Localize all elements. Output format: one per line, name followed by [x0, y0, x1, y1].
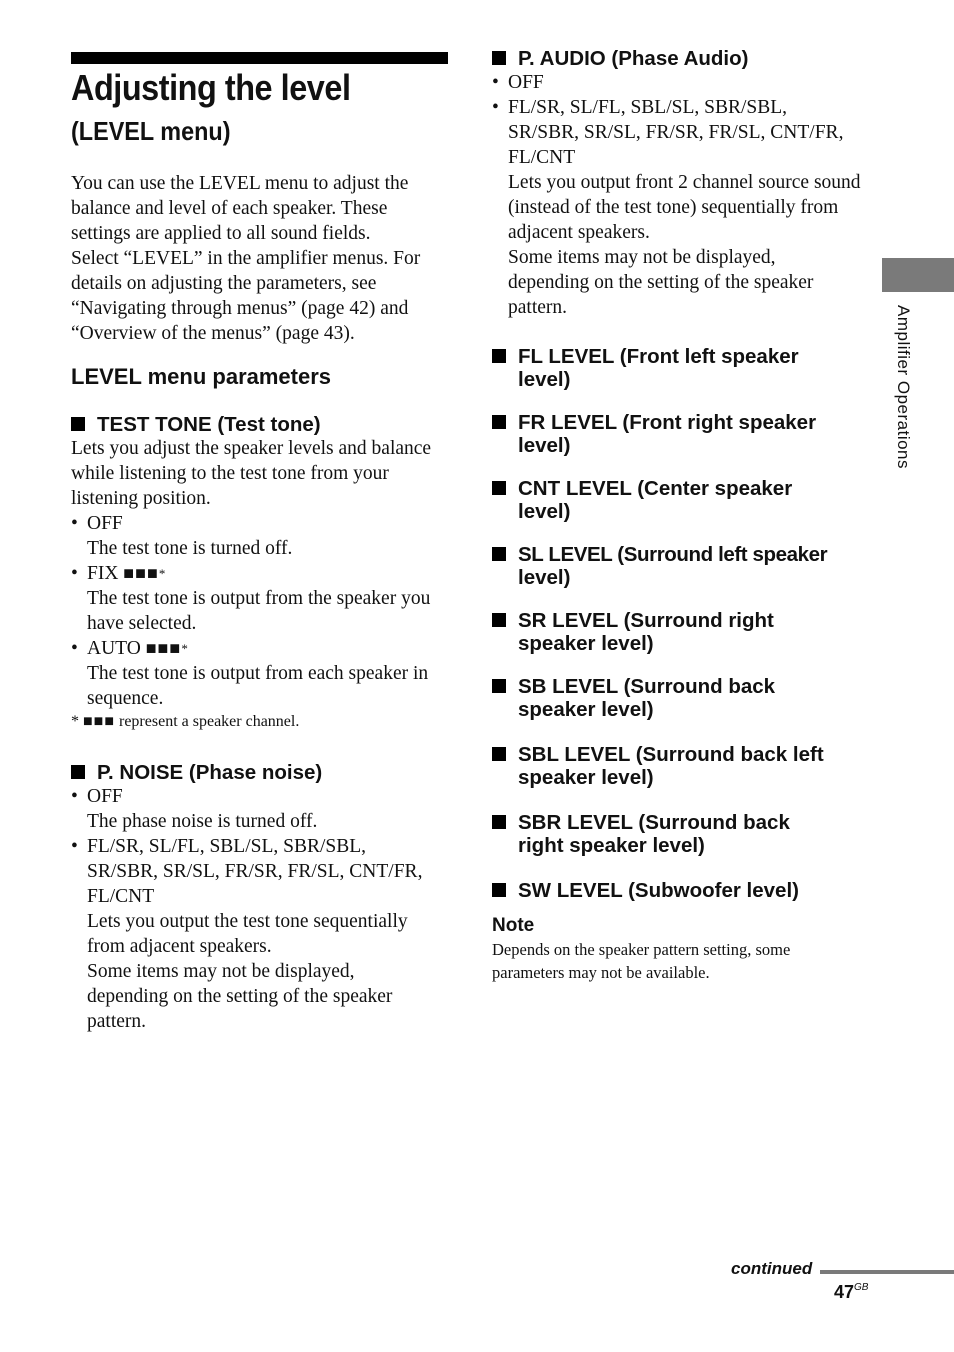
- section-heading: LEVEL menu parameters: [71, 364, 332, 389]
- black-square-icon: [492, 547, 506, 561]
- option-desc: The test tone is turned off.: [87, 538, 293, 559]
- option-label: OFF: [508, 72, 544, 93]
- black-square-icon: [492, 349, 506, 363]
- option-label: OFF: [87, 513, 123, 534]
- p-audio-heading-text: P. AUDIO (Phase Audio): [518, 47, 749, 70]
- list-item: [492, 95, 872, 120]
- note-line: Depends on the speaker pattern setting, some: [492, 940, 791, 959]
- heading-line: speaker level): [518, 698, 654, 721]
- option-desc: Lets you output the test tone sequentially: [87, 911, 408, 932]
- option-desc: Some items may not be displayed,: [508, 247, 776, 268]
- option-desc: have selected.: [87, 613, 197, 634]
- section-tab-marker: [882, 258, 954, 292]
- bullet-icon: •: [71, 836, 78, 857]
- heading-line: right speaker level): [518, 834, 705, 857]
- black-square-icon: [71, 765, 85, 779]
- p-noise-heading-text: P. NOISE (Phase noise): [97, 761, 323, 784]
- continued-label: continued: [731, 1259, 813, 1278]
- option-desc: Lets you output front 2 channel source sound: [508, 172, 861, 193]
- p-audio-section: [492, 47, 872, 320]
- intro-line: “Overview of the menus” (page 43).: [71, 323, 355, 344]
- intro-line: balance and level of each speaker. These: [71, 198, 388, 219]
- heading-line: level): [518, 368, 571, 391]
- intro-line: Select “LEVEL” in the amplifier menus. For: [71, 248, 421, 269]
- list-item: [71, 784, 451, 809]
- option-desc: sequence.: [87, 688, 164, 709]
- option-desc: Some items may not be displayed,: [87, 961, 355, 982]
- test-tone-heading: [71, 413, 451, 436]
- option-desc: depending on the setting of the speaker: [87, 986, 393, 1007]
- option-desc: The test tone is output from each speaker in: [87, 663, 429, 684]
- page-title: Adjusting the level: [71, 67, 351, 108]
- speaker-blocks-icon: ■■■: [123, 563, 159, 583]
- black-square-icon: [492, 883, 506, 897]
- bullet-icon: •: [71, 563, 78, 584]
- note-block: [492, 914, 872, 984]
- p-audio-heading: [492, 47, 872, 70]
- list-item: [71, 561, 451, 586]
- intro-line: You can use the LEVEL menu to adjust the: [71, 173, 409, 194]
- option-desc: from adjacent speakers.: [87, 936, 272, 957]
- list-item: [71, 511, 451, 536]
- option-label-line: FL/CNT: [87, 886, 155, 907]
- heading-line: SBR LEVEL (Surround back: [518, 811, 790, 834]
- test-tone-section: [71, 413, 451, 733]
- asterisk: *: [158, 566, 166, 581]
- heading-line: SL LEVEL (Surround left speaker: [518, 543, 828, 566]
- black-square-icon: [492, 415, 506, 429]
- black-square-icon: [492, 815, 506, 829]
- heading-line: speaker level): [518, 632, 654, 655]
- sr-level-heading: [492, 609, 774, 655]
- option-label-line: SR/SBR, SR/SL, FR/SR, FR/SL, CNT/FR,: [508, 122, 844, 143]
- option-label: FL/SR, SL/FL, SBL/SL, SBR/SBL,: [508, 97, 788, 118]
- test-tone-desc-line: while listening to the test tone from your: [71, 463, 389, 484]
- bullet-icon: •: [71, 786, 78, 807]
- heading-line: SB LEVEL (Surround back: [518, 675, 776, 698]
- option-label-line: FL/CNT: [508, 147, 576, 168]
- note-heading: Note: [492, 915, 535, 936]
- speaker-blocks-icon: ■■■: [145, 638, 182, 658]
- black-square-icon: [492, 481, 506, 495]
- p-noise-heading: [71, 761, 451, 784]
- bullet-icon: •: [71, 513, 78, 534]
- speaker-blocks-icon: ■■■: [83, 713, 115, 730]
- option-desc: pattern.: [508, 297, 568, 318]
- cnt-level-heading: [492, 477, 792, 523]
- bullet-icon: •: [492, 72, 499, 93]
- bullet-icon: •: [492, 97, 499, 118]
- option-desc: The phase noise is turned off.: [87, 811, 318, 832]
- black-square-icon: [492, 613, 506, 627]
- asterisk: *: [71, 713, 79, 730]
- fl-level-heading: [492, 345, 799, 391]
- list-item: [71, 834, 451, 859]
- asterisk: *: [181, 641, 188, 656]
- heading-line: SR LEVEL (Surround right: [518, 609, 774, 632]
- p-noise-section: [71, 761, 451, 1034]
- black-square-icon: [492, 679, 506, 693]
- heading-line: FR LEVEL (Front right speaker: [518, 411, 817, 434]
- heading-line: speaker level): [518, 766, 654, 789]
- fr-level-heading: [492, 411, 816, 457]
- sbr-level-heading: [492, 811, 790, 857]
- top-rule: [71, 52, 448, 64]
- option-desc: pattern.: [87, 1011, 147, 1032]
- side-tab-label: Amplifier Operations: [894, 305, 913, 470]
- heading-line: level): [518, 500, 571, 523]
- intro-line: settings are applied to all sound fields.: [71, 223, 371, 244]
- sl-level-heading: [492, 543, 827, 589]
- list-item: [492, 70, 872, 95]
- heading-line: SBL LEVEL (Surround back left: [518, 743, 824, 766]
- page-number-value: 47: [834, 1282, 855, 1302]
- option-desc: The test tone is output from the speaker you: [87, 588, 431, 609]
- bullet-icon: •: [71, 638, 78, 659]
- page-number-suffix: GB: [854, 1282, 869, 1293]
- heading-line: CNT LEVEL (Center speaker: [518, 477, 793, 500]
- black-square-icon: [492, 747, 506, 761]
- option-label: AUTO: [87, 638, 141, 659]
- heading-line: level): [518, 566, 571, 589]
- page-subtitle: (LEVEL menu): [71, 116, 231, 146]
- option-label-line: SR/SBR, SR/SL, FR/SR, FR/SL, CNT/FR,: [87, 861, 423, 882]
- option-label: FIX: [87, 563, 119, 584]
- option-desc: (instead of the test tone) sequentially from: [508, 197, 839, 218]
- option-label: FL/SR, SL/FL, SBL/SL, SBR/SBL,: [87, 836, 367, 857]
- option-desc: adjacent speakers.: [508, 222, 650, 243]
- sbl-level-heading: [492, 743, 824, 789]
- heading-line: level): [518, 434, 571, 457]
- sb-level-heading: [492, 675, 775, 721]
- heading-line: FL LEVEL (Front left speaker: [518, 345, 799, 368]
- test-tone-heading-text: TEST TONE (Test tone): [97, 413, 321, 436]
- option-label: OFF: [87, 786, 123, 807]
- footnote-text: represent a speaker channel.: [119, 713, 300, 730]
- intro-line: details on adjusting the parameters, see: [71, 273, 377, 294]
- test-tone-desc-line: Lets you adjust the speaker levels and balance: [71, 438, 432, 459]
- intro-paragraph: [71, 171, 451, 346]
- intro-line: “Navigating through menus” (page 42) and: [71, 298, 409, 319]
- test-tone-desc-line: listening position.: [71, 488, 211, 509]
- option-desc: depending on the setting of the speaker: [508, 272, 814, 293]
- sw-level-heading: [492, 879, 799, 902]
- note-line: parameters may not be available.: [492, 963, 710, 982]
- page-number: [834, 1282, 868, 1303]
- continued-bar: [820, 1270, 954, 1274]
- footnote: [71, 711, 451, 733]
- list-item: [71, 636, 451, 661]
- heading-line: SW LEVEL (Subwoofer level): [518, 879, 799, 902]
- black-square-icon: [492, 51, 506, 65]
- black-square-icon: [71, 417, 85, 431]
